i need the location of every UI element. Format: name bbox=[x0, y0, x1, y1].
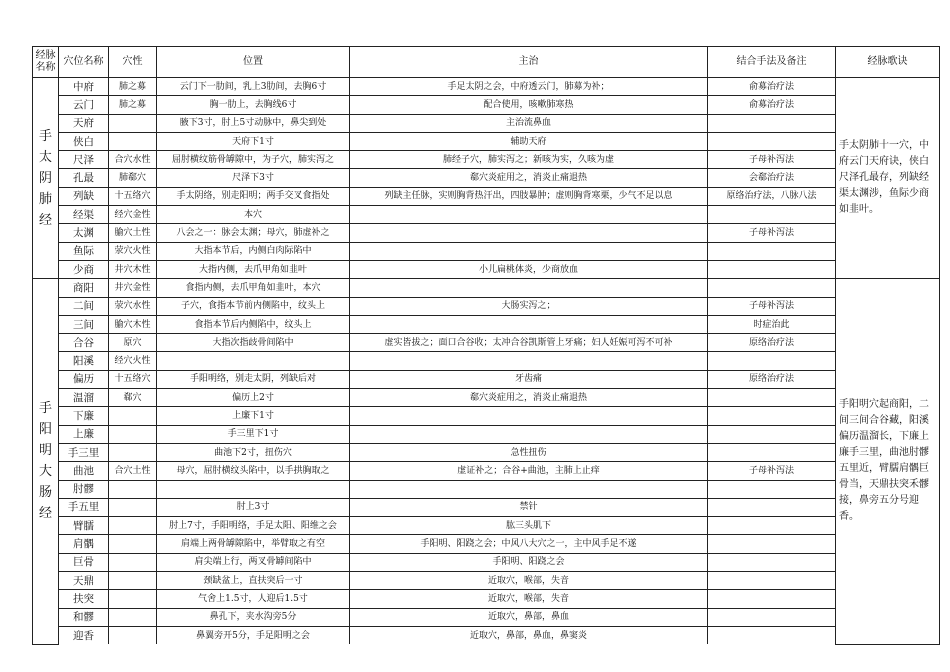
table-row bbox=[33, 279, 940, 297]
point-name: 孔最 bbox=[59, 169, 109, 187]
point-nature: 荥穴火性 bbox=[109, 242, 157, 260]
table-row bbox=[33, 169, 940, 187]
point-indication: 肺经子穴，肺实泻之；新咳为实，久咳为虚 bbox=[350, 151, 708, 169]
point-location: 屈肘横纹筋骨罅隙中，为子穴，肺实泻之 bbox=[157, 151, 350, 169]
header-row bbox=[33, 47, 940, 78]
point-nature: 肺之募 bbox=[109, 78, 157, 96]
point-nature bbox=[109, 407, 157, 425]
point-name: 经渠 bbox=[59, 206, 109, 224]
point-location: 手三里下1寸 bbox=[157, 425, 350, 443]
point-nature bbox=[109, 443, 157, 461]
point-indication: 近取穴，喉部，失音 bbox=[350, 572, 708, 590]
point-name: 尺泽 bbox=[59, 151, 109, 169]
point-name: 迎香 bbox=[59, 626, 109, 644]
point-technique: 子母补泻法 bbox=[708, 462, 836, 480]
point-indication: 虚实皆拔之；面口合谷收；太冲合谷凯斯管上牙痛；妇人妊娠可泻不可补 bbox=[350, 334, 708, 352]
header-location: 位置 bbox=[157, 47, 350, 78]
point-indication bbox=[350, 407, 708, 425]
table-row bbox=[33, 498, 940, 516]
header-nature: 穴性 bbox=[109, 47, 157, 78]
point-nature: 经穴火性 bbox=[109, 352, 157, 370]
point-name: 臂臑 bbox=[59, 517, 109, 535]
point-technique bbox=[708, 260, 836, 278]
point-technique: 俞募治疗法 bbox=[708, 96, 836, 114]
point-nature: 合穴土性 bbox=[109, 462, 157, 480]
point-name: 下廉 bbox=[59, 407, 109, 425]
point-location: 偏历上2寸 bbox=[157, 389, 350, 407]
point-name: 中府 bbox=[59, 78, 109, 96]
point-name: 少商 bbox=[59, 260, 109, 278]
point-indication: 手阳明、阳跷之会 bbox=[350, 553, 708, 571]
point-location bbox=[157, 480, 350, 498]
point-nature bbox=[109, 626, 157, 644]
point-location: 母穴，屈肘横纹头陷中，以手拱胸取之 bbox=[157, 462, 350, 480]
point-name: 手三里 bbox=[59, 443, 109, 461]
point-technique bbox=[708, 608, 836, 626]
point-technique: 子母补泻法 bbox=[708, 297, 836, 315]
point-location: 大指次指歧骨间陷中 bbox=[157, 334, 350, 352]
point-location: 胸一肋上，去胸线6寸 bbox=[157, 96, 350, 114]
table-row bbox=[33, 297, 940, 315]
point-indication: 郗穴炎症用之，消炎止痛退热 bbox=[350, 389, 708, 407]
point-location: 手阳明络，别走太阴，列缺后对 bbox=[157, 370, 350, 388]
point-location: 肘上7寸，手阳明络，手足太阳、阳维之会 bbox=[157, 517, 350, 535]
point-location: 食指本节后内侧陷中，纹头上 bbox=[157, 315, 350, 333]
point-technique bbox=[708, 114, 836, 132]
point-name: 合谷 bbox=[59, 334, 109, 352]
point-location: 鼻翼旁开5分，手足阳明之会 bbox=[157, 626, 350, 644]
point-name: 手五里 bbox=[59, 498, 109, 516]
point-name: 温溜 bbox=[59, 389, 109, 407]
point-name: 扶突 bbox=[59, 590, 109, 608]
point-location: 颈缺盆上，直扶突后一寸 bbox=[157, 572, 350, 590]
point-nature bbox=[109, 114, 157, 132]
point-indication bbox=[350, 480, 708, 498]
table-row bbox=[33, 151, 940, 169]
point-technique: 时症治此 bbox=[708, 315, 836, 333]
table-row bbox=[33, 590, 940, 608]
point-indication bbox=[350, 224, 708, 242]
point-technique: 子母补泻法 bbox=[708, 224, 836, 242]
point-nature: 十五络穴 bbox=[109, 370, 157, 388]
point-technique bbox=[708, 443, 836, 461]
table-row bbox=[33, 480, 940, 498]
point-location: 食指内侧，去爪甲角如韭叶，本穴 bbox=[157, 279, 350, 297]
table-row bbox=[33, 132, 940, 150]
point-nature bbox=[109, 608, 157, 626]
point-name: 偏历 bbox=[59, 370, 109, 388]
header-point: 穴位名称 bbox=[59, 47, 109, 78]
table-row bbox=[33, 224, 940, 242]
acupoint-sheet bbox=[32, 46, 940, 645]
point-nature: 腧穴木性 bbox=[109, 315, 157, 333]
point-nature bbox=[109, 498, 157, 516]
point-name: 肘髎 bbox=[59, 480, 109, 498]
point-location: 气舍上1.5寸，人迎后1.5寸 bbox=[157, 590, 350, 608]
point-technique bbox=[708, 498, 836, 516]
point-location bbox=[157, 352, 350, 370]
point-technique bbox=[708, 206, 836, 224]
table-row bbox=[33, 553, 940, 571]
point-technique bbox=[708, 480, 836, 498]
point-location: 子穴，食指本节前内侧陷中，纹头上 bbox=[157, 297, 350, 315]
table-row bbox=[33, 334, 940, 352]
point-indication bbox=[350, 279, 708, 297]
point-technique bbox=[708, 407, 836, 425]
point-technique: 会郗治疗法 bbox=[708, 169, 836, 187]
point-name: 商阳 bbox=[59, 279, 109, 297]
table-row bbox=[33, 114, 940, 132]
table-row bbox=[33, 572, 940, 590]
point-location: 腋下3寸，肘上5寸动脉中，鼻尖到处 bbox=[157, 114, 350, 132]
table-row bbox=[33, 517, 940, 535]
point-nature bbox=[109, 572, 157, 590]
meridian-song: 手太阴肺十一穴，中府云门天府诀，侠白尺泽孔最存，列缺经渠太渊涉，鱼际少商如韭叶。 bbox=[836, 78, 940, 279]
point-nature: 经穴金性 bbox=[109, 206, 157, 224]
point-nature bbox=[109, 553, 157, 571]
point-location: 大指本节后，内侧白肉际陷中 bbox=[157, 242, 350, 260]
point-technique bbox=[708, 572, 836, 590]
table-row bbox=[33, 206, 940, 224]
point-nature: 肺郗穴 bbox=[109, 169, 157, 187]
point-indication bbox=[350, 242, 708, 260]
point-technique bbox=[708, 517, 836, 535]
header-technique: 结合手法及备注 bbox=[708, 47, 836, 78]
point-technique bbox=[708, 535, 836, 553]
meridian-song: 手阳明穴起商阳，二间三间合谷藏，阳溪偏历温溜长，下廉上廉手三里，曲池肘髎五里近，臂臑肩髃巨骨当，天鼎扶突禾髎接，鼻旁五分号迎香。 bbox=[836, 279, 940, 644]
point-indication: 手足太阴之会，中府透云门，肺募为补； bbox=[350, 78, 708, 96]
point-indication: 肱三头肌下 bbox=[350, 517, 708, 535]
table-row bbox=[33, 352, 940, 370]
point-indication: 虚证补之；合谷+曲池，主肺上止痒 bbox=[350, 462, 708, 480]
point-indication: 大肠实泻之； bbox=[350, 297, 708, 315]
point-location: 本穴 bbox=[157, 206, 350, 224]
meridian-name: 手阳明大肠经 bbox=[33, 279, 59, 644]
point-technique: 原络治疗法，八脉八法 bbox=[708, 187, 836, 205]
point-indication: 郗穴炎症用之，消炎止痛退热 bbox=[350, 169, 708, 187]
point-indication: 近取穴，鼻部，鼻血 bbox=[350, 608, 708, 626]
point-indication: 主治流鼻血 bbox=[350, 114, 708, 132]
table-row bbox=[33, 407, 940, 425]
point-indication: 禁针 bbox=[350, 498, 708, 516]
table-row bbox=[33, 389, 940, 407]
point-name: 二间 bbox=[59, 297, 109, 315]
table-row bbox=[33, 78, 940, 96]
table-row bbox=[33, 425, 940, 443]
point-technique bbox=[708, 590, 836, 608]
point-name: 三间 bbox=[59, 315, 109, 333]
table-row bbox=[33, 535, 940, 553]
point-nature: 井穴金性 bbox=[109, 279, 157, 297]
point-technique bbox=[708, 425, 836, 443]
header-song: 经脉歌诀 bbox=[836, 47, 940, 78]
table-row bbox=[33, 608, 940, 626]
point-name: 鱼际 bbox=[59, 242, 109, 260]
point-technique bbox=[708, 352, 836, 370]
table-row bbox=[33, 96, 940, 114]
point-technique: 俞募治疗法 bbox=[708, 78, 836, 96]
point-name: 太渊 bbox=[59, 224, 109, 242]
point-indication: 手阳明、阳跷之会；中风八大穴之一，主中风手足不遂 bbox=[350, 535, 708, 553]
point-name: 天府 bbox=[59, 114, 109, 132]
point-location: 肩端上两骨罅隙陷中，举臂取之有空 bbox=[157, 535, 350, 553]
point-nature bbox=[109, 480, 157, 498]
point-nature bbox=[109, 517, 157, 535]
point-nature: 原穴 bbox=[109, 334, 157, 352]
point-technique bbox=[708, 242, 836, 260]
point-location: 肘上3寸 bbox=[157, 498, 350, 516]
point-nature bbox=[109, 425, 157, 443]
point-technique: 子母补泻法 bbox=[708, 151, 836, 169]
point-nature: 腧穴土性 bbox=[109, 224, 157, 242]
point-technique bbox=[708, 132, 836, 150]
point-indication: 列缺主任脉，实则胸背热汗出，四肢暴肿；虚则胸背寒栗，少气不足以息 bbox=[350, 187, 708, 205]
point-technique: 原络治疗法 bbox=[708, 334, 836, 352]
point-name: 上廉 bbox=[59, 425, 109, 443]
point-indication: 小儿扁桃体炎，少商放血 bbox=[350, 260, 708, 278]
point-nature bbox=[109, 590, 157, 608]
point-name: 和髎 bbox=[59, 608, 109, 626]
point-name: 阳溪 bbox=[59, 352, 109, 370]
point-name: 侠白 bbox=[59, 132, 109, 150]
header-meridian: 经脉名称 bbox=[33, 47, 59, 78]
point-indication bbox=[350, 315, 708, 333]
table-row bbox=[33, 626, 940, 644]
point-location: 大指内侧，去爪甲角如韭叶 bbox=[157, 260, 350, 278]
point-indication bbox=[350, 425, 708, 443]
point-nature: 郗穴 bbox=[109, 389, 157, 407]
point-indication: 牙齿痛 bbox=[350, 370, 708, 388]
point-nature bbox=[109, 132, 157, 150]
point-technique bbox=[708, 626, 836, 644]
table-row bbox=[33, 443, 940, 461]
point-name: 列缺 bbox=[59, 187, 109, 205]
point-nature: 荥穴水性 bbox=[109, 297, 157, 315]
table-row bbox=[33, 370, 940, 388]
point-location: 八会之一：脉会太渊；母穴，肺虚补之 bbox=[157, 224, 350, 242]
point-indication bbox=[350, 206, 708, 224]
point-technique: 原络治疗法 bbox=[708, 370, 836, 388]
point-location: 上廉下1寸 bbox=[157, 407, 350, 425]
point-indication: 近取穴，喉部，失音 bbox=[350, 590, 708, 608]
acupoint-table bbox=[32, 46, 940, 645]
point-technique bbox=[708, 553, 836, 571]
header-indication: 主治 bbox=[350, 47, 708, 78]
point-name: 云门 bbox=[59, 96, 109, 114]
point-nature: 肺之募 bbox=[109, 96, 157, 114]
table-row bbox=[33, 260, 940, 278]
point-location: 手太阴络，别走阳明；两手交叉食指处 bbox=[157, 187, 350, 205]
point-indication: 近取穴，鼻部，鼻血，鼻窦炎 bbox=[350, 626, 708, 644]
point-location: 云门下一肋间，乳上3肋间，去胸6寸 bbox=[157, 78, 350, 96]
point-name: 曲池 bbox=[59, 462, 109, 480]
table-row bbox=[33, 242, 940, 260]
point-name: 肩髃 bbox=[59, 535, 109, 553]
point-nature: 井穴木性 bbox=[109, 260, 157, 278]
point-name: 天鼎 bbox=[59, 572, 109, 590]
point-name: 巨骨 bbox=[59, 553, 109, 571]
point-location: 曲池下2寸，扭伤穴 bbox=[157, 443, 350, 461]
table-row bbox=[33, 187, 940, 205]
meridian-name: 手太阴肺经 bbox=[33, 78, 59, 279]
point-indication: 急性扭伤 bbox=[350, 443, 708, 461]
point-indication: 配合使用，咳嗽肺寒热 bbox=[350, 96, 708, 114]
point-location: 鼻孔下，夹水沟旁5分 bbox=[157, 608, 350, 626]
table-row bbox=[33, 462, 940, 480]
point-nature: 合穴水性 bbox=[109, 151, 157, 169]
point-technique bbox=[708, 389, 836, 407]
point-indication: 辅助天府 bbox=[350, 132, 708, 150]
table-row bbox=[33, 315, 940, 333]
point-location: 天府下1寸 bbox=[157, 132, 350, 150]
point-indication bbox=[350, 352, 708, 370]
point-location: 肩尖端上行，两叉骨罅间陷中 bbox=[157, 553, 350, 571]
point-nature: 十五络穴 bbox=[109, 187, 157, 205]
point-location: 尺泽下3寸 bbox=[157, 169, 350, 187]
point-nature bbox=[109, 535, 157, 553]
point-technique bbox=[708, 279, 836, 297]
